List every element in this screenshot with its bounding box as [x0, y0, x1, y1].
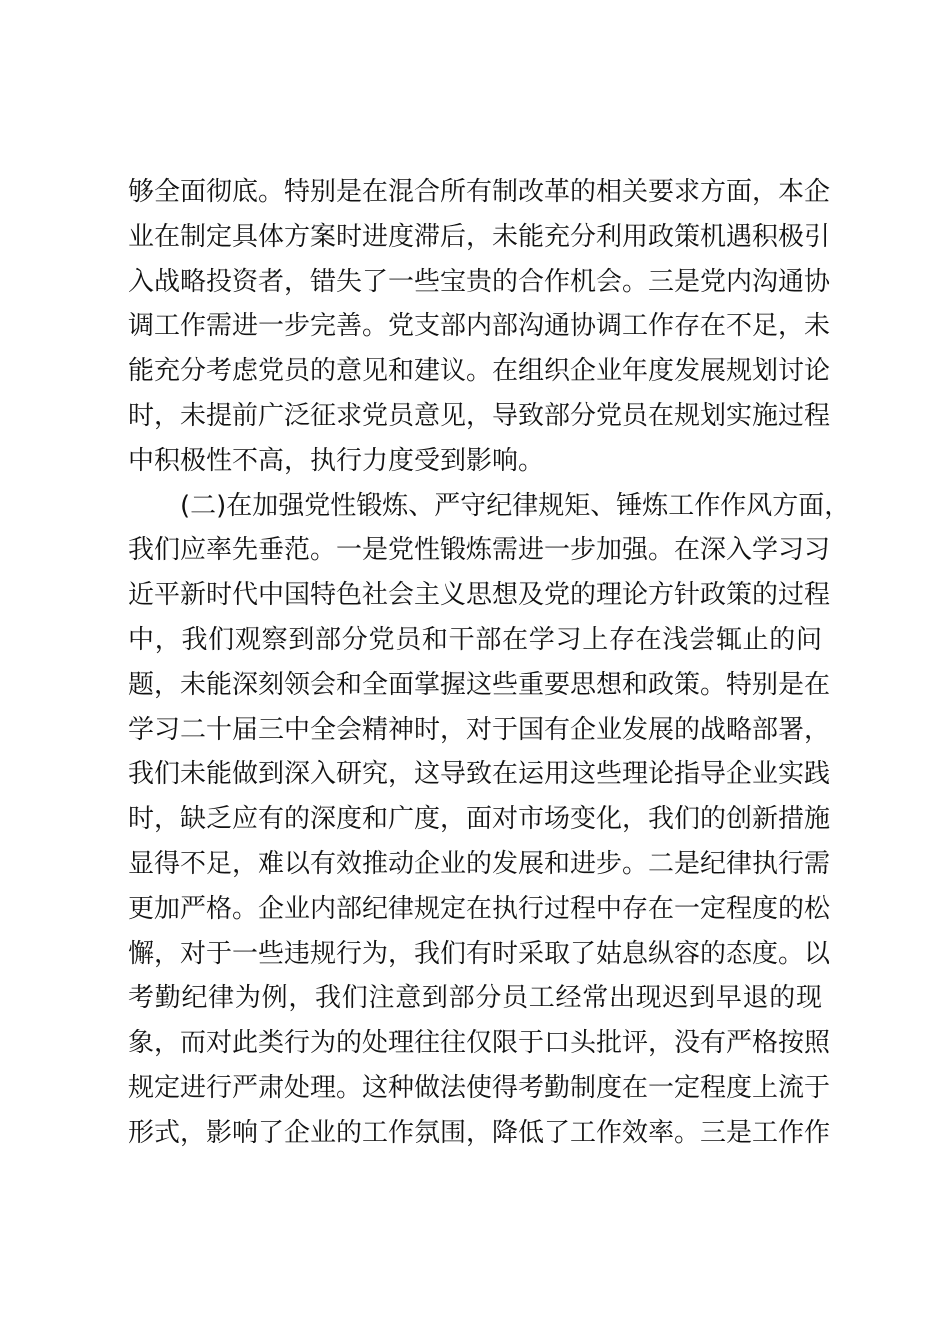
text-line: 形式，影响了企业的工作氛围，降低了工作效率。三是工作作: [128, 1117, 831, 1148]
text-line: 中积极性不高，执行力度受到影响。: [128, 445, 545, 476]
text-line: 象，而对此类行为的处理往往仅限于口头批评，没有严格按照: [128, 1028, 831, 1059]
text-line: 时，缺乏应有的深度和广度，面对市场变化，我们的创新措施: [128, 804, 831, 835]
text-line: 近平新时代中国特色社会主义思想及党的理论方针政策的过程: [128, 580, 831, 611]
text-line: 时，未提前广泛征求党员意见，导致部分党员在规划实施过程: [128, 400, 831, 431]
text-line: 我们应率先垂范。一是党性锻炼需进一步加强。在深入学习习: [128, 535, 831, 566]
text-line: 够全面彻底。特别是在混合所有制改革的相关要求方面，本企: [128, 177, 831, 207]
text-line: 更加严格。企业内部纪律规定在执行过程中存在一定程度的松: [128, 893, 831, 924]
text-line: 考勤纪律为例，我们注意到部分员工经常出现迟到早退的现: [128, 983, 822, 1014]
text-line: 调工作需进一步完善。党支部内部沟通协调工作存在不足，未: [128, 311, 831, 342]
text-line: 我们未能做到深入研究，这导致在运用这些理论指导企业实践: [128, 759, 831, 790]
text-line: 入战略投资者，错失了一些宝贵的合作机会。三是党内沟通协: [128, 266, 831, 297]
text-line: 显得不足，难以有效推动企业的发展和进步。二是纪律执行需: [128, 848, 831, 879]
section-heading-line: (二)在加强党性锻炼、严守纪律规矩、锤炼工作作风方面，: [180, 490, 851, 521]
text-line: 学习二十届三中全会精神时，对于国有企业发展的战略部署，: [128, 714, 831, 745]
text-line: 能充分考虑党员的意见和建议。在组织企业年度发展规划讨论: [128, 356, 831, 387]
text-line: 中，我们观察到部分党员和干部在学习上存在浅尝辄止的问: [128, 624, 822, 655]
text-line: 业在制定具体方案时进度滞后，未能充分利用政策机遇积极引: [128, 221, 831, 252]
document-body: [128, 170, 851, 1156]
text-line: 题，未能深刻领会和全面掌握这些重要思想和政策。特别是在: [128, 669, 831, 700]
text-line: 规定进行严肃处理。这种做法使得考勤制度在一定程度上流于: [128, 1072, 831, 1103]
text-line: 懈，对于一些违规行为，我们有时采取了姑息纵容的态度。以: [128, 938, 831, 969]
